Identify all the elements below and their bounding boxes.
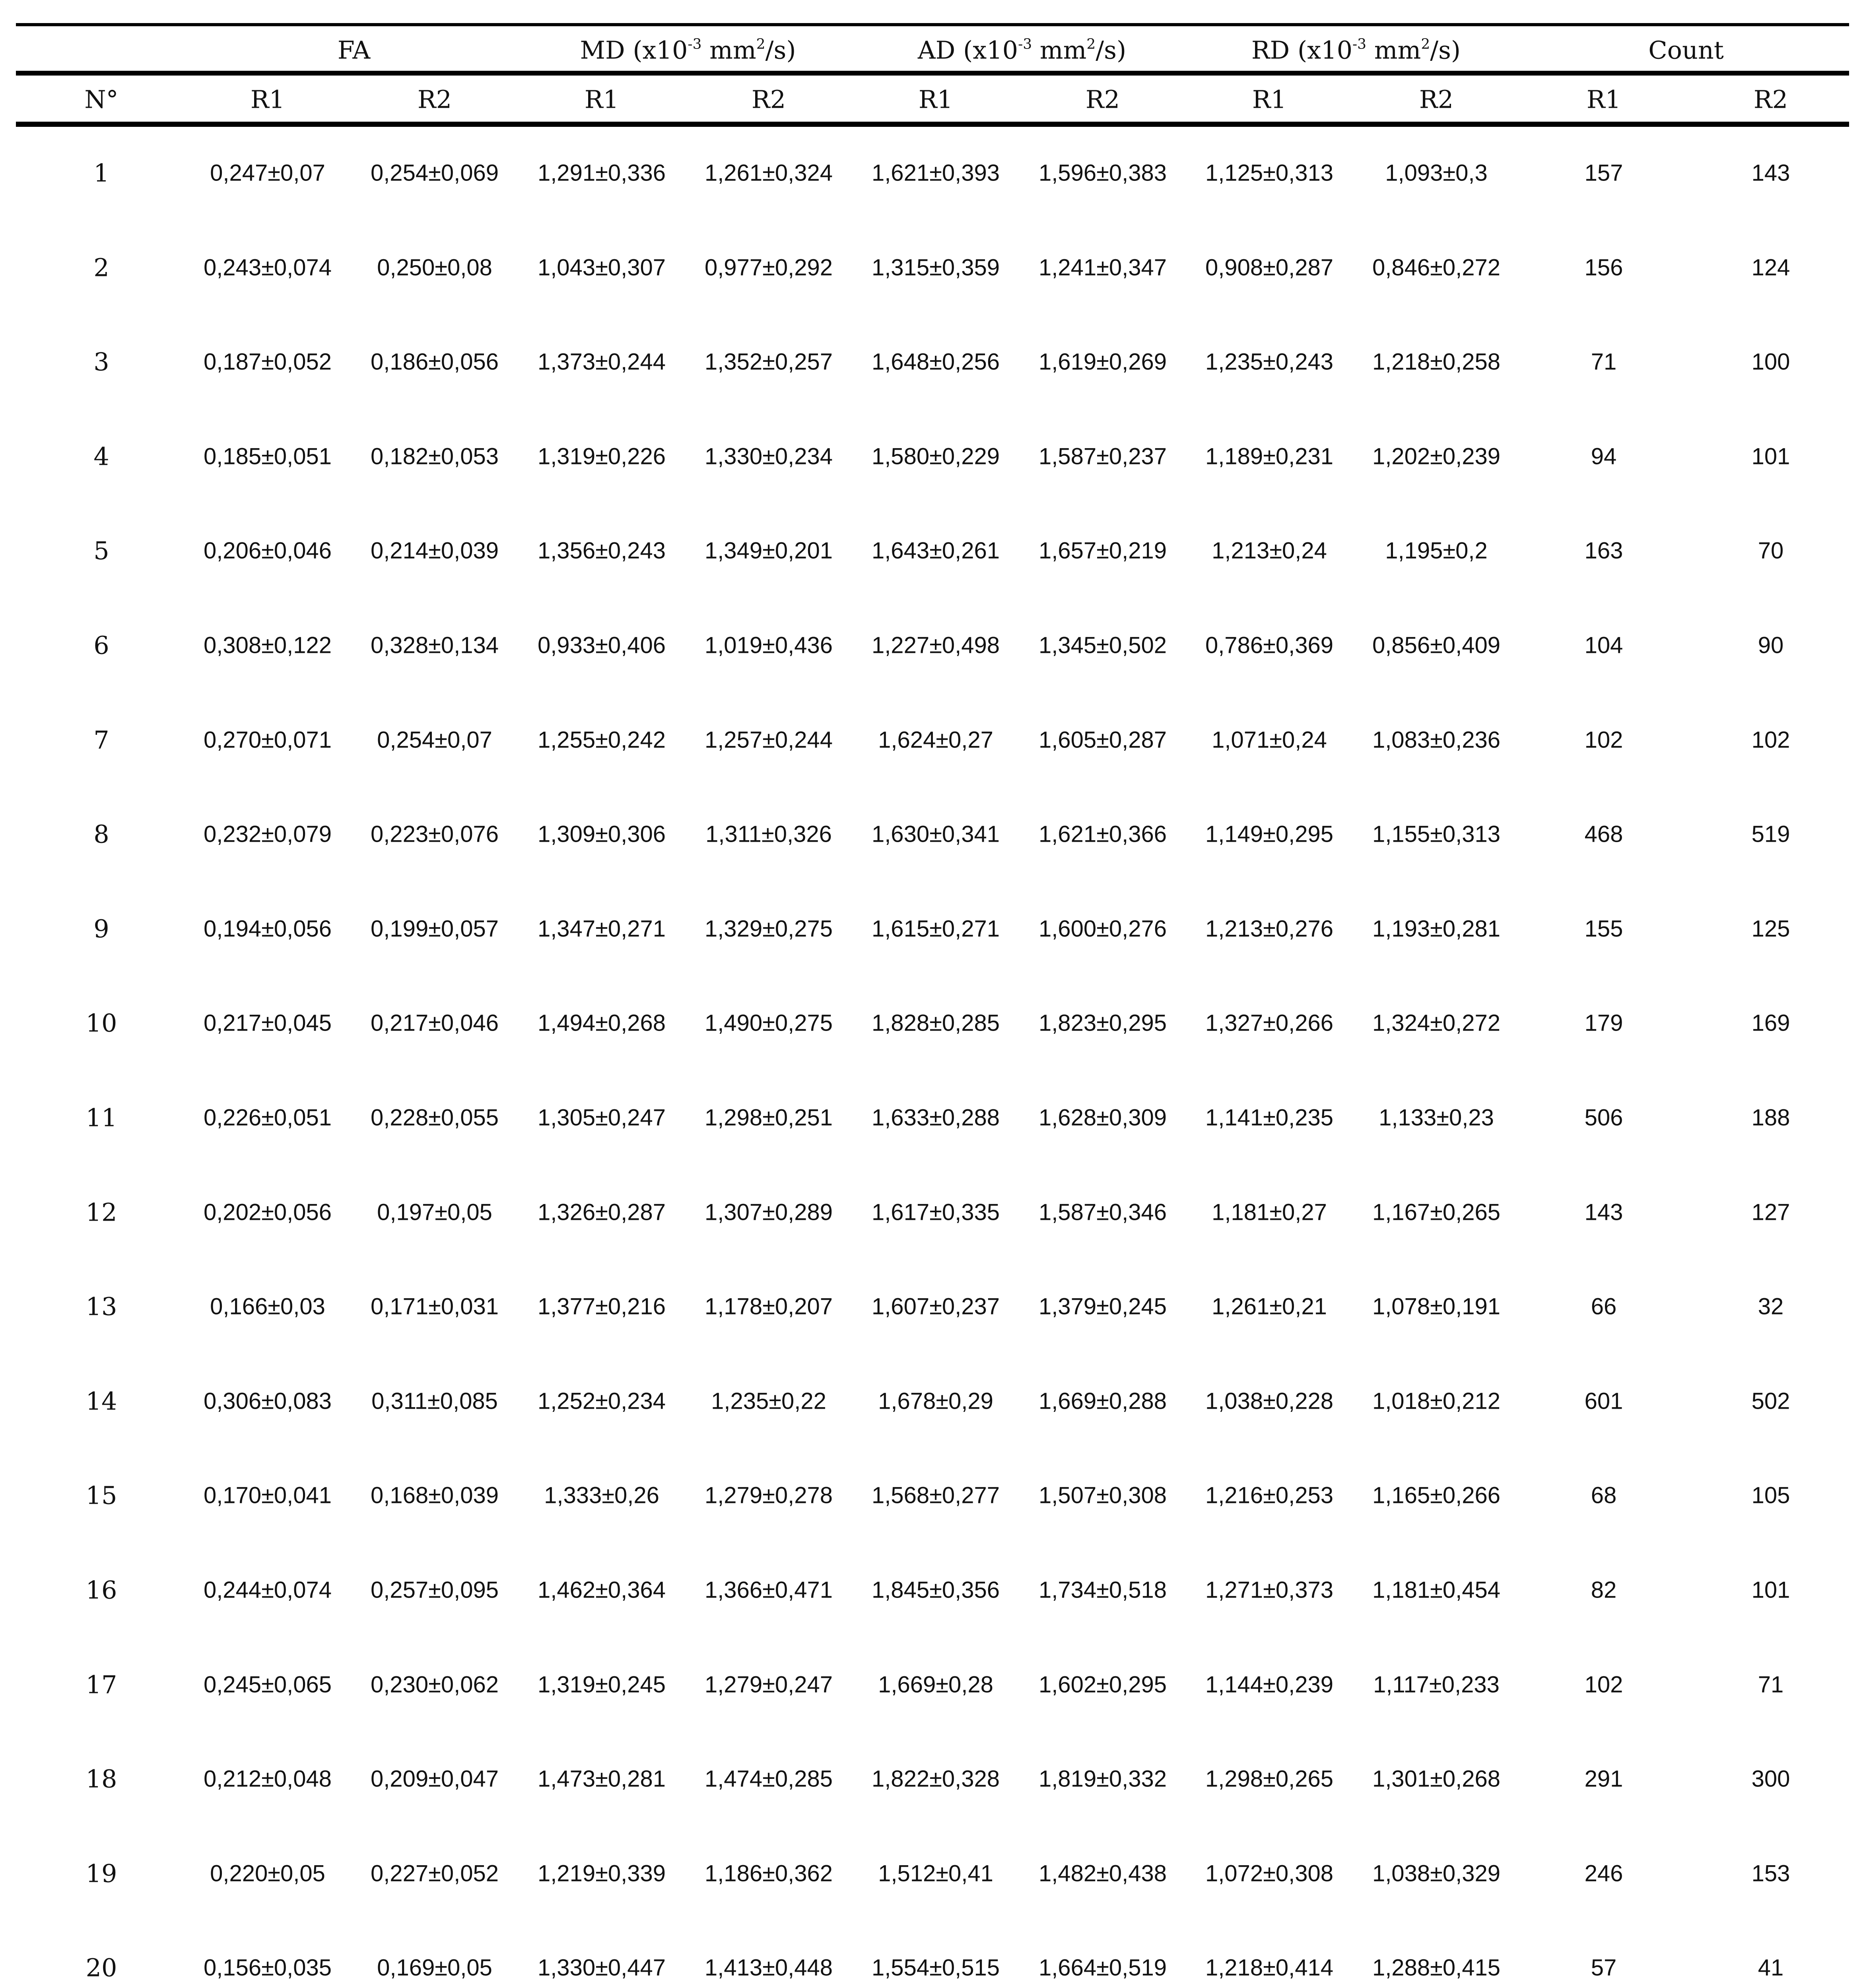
- table-cell: 1,678±0,29: [878, 1388, 993, 1414]
- table-cell: 82: [1591, 1577, 1617, 1603]
- table-cell: 1,329±0,275: [704, 916, 833, 942]
- table-cell: 1,219±0,339: [537, 1860, 666, 1887]
- table-cell: 153: [1751, 1860, 1790, 1887]
- table-cell: 101: [1751, 443, 1790, 470]
- table-cell: 1,482±0,438: [1038, 1860, 1167, 1887]
- row-number: 17: [85, 1670, 117, 1699]
- table-cell: 101: [1751, 1577, 1790, 1603]
- table-cell: 0,228±0,055: [370, 1105, 499, 1131]
- table-cell: 601: [1584, 1388, 1623, 1414]
- table-cell: 1,195±0,2: [1385, 538, 1488, 564]
- group-header: AD ($x10^{-3}$ $mm^2/s$): [917, 35, 1127, 65]
- table-cell: 188: [1751, 1105, 1790, 1131]
- table-cell: 1,352±0,257: [704, 349, 833, 375]
- table-cell: 1,734±0,518: [1038, 1577, 1167, 1603]
- table-cell: 1,181±0,454: [1372, 1577, 1501, 1603]
- table-cell: 519: [1751, 821, 1790, 847]
- table-cell: 1,845±0,356: [871, 1577, 1000, 1603]
- table-cell: 1,083±0,236: [1372, 727, 1501, 753]
- table-cell: 1,607±0,237: [871, 1293, 1000, 1320]
- table-cell: 1,596±0,383: [1038, 160, 1167, 186]
- sub-header: R2: [751, 85, 786, 114]
- table-cell: 0,977±0,292: [704, 254, 833, 281]
- table-cell: 1,213±0,24: [1212, 538, 1327, 564]
- table-cell: 1,241±0,347: [1038, 254, 1167, 281]
- table-cell: 1,227±0,498: [871, 632, 1000, 658]
- table-cell: 0,185±0,051: [203, 443, 332, 470]
- sub-header: R2: [1419, 85, 1454, 114]
- table-cell: 1,255±0,242: [537, 727, 666, 753]
- table-cell: 1,078±0,191: [1372, 1293, 1501, 1320]
- table-cell: 1,213±0,276: [1205, 916, 1334, 942]
- table-cell: 102: [1584, 1672, 1623, 1698]
- sub-header: R1: [584, 85, 619, 114]
- table-cell: 1,093±0,3: [1385, 160, 1488, 186]
- table-cell: 0,169±0,05: [377, 1955, 492, 1981]
- table-cell: 1,257±0,244: [704, 727, 833, 753]
- table-cell: 104: [1584, 632, 1623, 658]
- table-cell: 0,786±0,369: [1205, 632, 1334, 658]
- table-cell: 1,330±0,234: [704, 443, 833, 470]
- table-cell: 1,648±0,256: [871, 349, 1000, 375]
- table-cell: 0,194±0,056: [203, 916, 332, 942]
- table-cell: 506: [1584, 1105, 1623, 1131]
- table-cell: 300: [1751, 1766, 1790, 1792]
- table-cell: 0,250±0,08: [377, 254, 492, 281]
- table-cell: 1,193±0,281: [1372, 916, 1501, 942]
- table-cell: 1,038±0,228: [1205, 1388, 1334, 1414]
- table-cell: 1,279±0,278: [704, 1482, 833, 1508]
- table-cell: 1,628±0,309: [1038, 1105, 1167, 1131]
- table-cell: 157: [1584, 160, 1623, 186]
- table-cell: 0,257±0,095: [370, 1577, 499, 1603]
- table-cell: 0,202±0,056: [203, 1199, 332, 1225]
- row-number: 16: [85, 1575, 117, 1605]
- table-cell: 1,602±0,295: [1038, 1672, 1167, 1698]
- row-number: 7: [93, 725, 109, 755]
- table-cell: 179: [1584, 1010, 1623, 1036]
- table-cell: 1,133±0,23: [1379, 1105, 1494, 1131]
- row-number: 1: [93, 158, 109, 188]
- table-cell: 1,018±0,212: [1372, 1388, 1501, 1414]
- table-cell: 1,621±0,393: [871, 160, 1000, 186]
- table-cell: 1,288±0,415: [1372, 1955, 1501, 1981]
- table-cell: 1,326±0,287: [537, 1199, 666, 1225]
- table-cell: 1,587±0,346: [1038, 1199, 1167, 1225]
- table-cell: 0,156±0,035: [203, 1955, 332, 1981]
- table-cell: 1,038±0,329: [1372, 1860, 1501, 1887]
- table-cell: 0,220±0,05: [210, 1860, 325, 1887]
- table-cell: 1,149±0,295: [1205, 821, 1334, 847]
- table-cell: 0,243±0,074: [203, 254, 332, 281]
- table-cell: 169: [1751, 1010, 1790, 1036]
- table-cell: 1,657±0,219: [1038, 538, 1167, 564]
- table-cell: 0,168±0,039: [370, 1482, 499, 1508]
- table-cell: 0,187±0,052: [203, 349, 332, 375]
- table-cell: 1,512±0,41: [878, 1860, 993, 1887]
- table-cell: 1,324±0,272: [1372, 1010, 1501, 1036]
- table-cell: 1,319±0,226: [537, 443, 666, 470]
- table-cell: 0,170±0,041: [203, 1482, 332, 1508]
- table-cell: 1,643±0,261: [871, 538, 1000, 564]
- table-cell: 0,223±0,076: [370, 821, 499, 847]
- row-number: 15: [85, 1481, 117, 1510]
- table-cell: 0,217±0,046: [370, 1010, 499, 1036]
- table-cell: 502: [1751, 1388, 1790, 1414]
- table-cell: 0,206±0,046: [203, 538, 332, 564]
- group-header: FA: [337, 35, 371, 65]
- table-cell: 0,244±0,074: [203, 1577, 332, 1603]
- table-cell: 1,664±0,519: [1038, 1955, 1167, 1981]
- table-cell: 57: [1591, 1955, 1617, 1981]
- table-cell: 1,216±0,253: [1205, 1482, 1334, 1508]
- table-cell: 70: [1758, 538, 1784, 564]
- table-cell: 102: [1751, 727, 1790, 753]
- row-number: 14: [85, 1386, 117, 1416]
- table-cell: 71: [1591, 349, 1617, 375]
- sub-header: R2: [1085, 85, 1120, 114]
- row-number: 10: [85, 1008, 117, 1038]
- table-cell: 1,373±0,244: [537, 349, 666, 375]
- table-cell: 0,254±0,07: [377, 727, 492, 753]
- table-cell: 0,217±0,045: [203, 1010, 332, 1036]
- table-cell: 1,141±0,235: [1205, 1105, 1334, 1131]
- row-number: 2: [93, 253, 109, 282]
- table-cell: 1,252±0,234: [537, 1388, 666, 1414]
- table-cell: 1,125±0,313: [1205, 160, 1334, 186]
- table-cell: 1,307±0,289: [704, 1199, 833, 1225]
- table-cell: 1,333±0,26: [544, 1482, 659, 1508]
- table-cell: 1,621±0,366: [1038, 821, 1167, 847]
- table-cell: 0,270±0,071: [203, 727, 332, 753]
- table-cell: 100: [1751, 349, 1790, 375]
- table-cell: 1,327±0,266: [1205, 1010, 1334, 1036]
- group-header: MD ($x10^{-3}$ $mm^2/s$): [580, 35, 796, 65]
- table-cell: 32: [1758, 1293, 1784, 1320]
- table-cell: 41: [1758, 1955, 1784, 1981]
- table-cell: 0,230±0,062: [370, 1672, 499, 1698]
- table-cell: 0,311±0,085: [371, 1388, 498, 1414]
- table-cell: 1,165±0,266: [1372, 1482, 1501, 1508]
- table-cell: 0,232±0,079: [203, 821, 332, 847]
- table-cell: 163: [1584, 538, 1623, 564]
- table-cell: 1,633±0,288: [871, 1105, 1000, 1131]
- sub-header: R1: [1252, 85, 1287, 114]
- table-cell: 105: [1751, 1482, 1790, 1508]
- table-cell: 1,181±0,27: [1212, 1199, 1327, 1225]
- table-cell: 1,261±0,21: [1212, 1293, 1327, 1320]
- table-cell: 0,933±0,406: [537, 632, 666, 658]
- row-number-header: N°: [84, 85, 119, 114]
- table-cell: 0,199±0,057: [370, 916, 499, 942]
- table-cell: 0,166±0,03: [210, 1293, 325, 1320]
- table-cell: 1,617±0,335: [871, 1199, 1000, 1225]
- table-cell: 1,600±0,276: [1038, 916, 1167, 942]
- table-cell: 1,822±0,328: [871, 1766, 1000, 1792]
- table-cell: 291: [1584, 1766, 1623, 1792]
- table-cell: 0,306±0,083: [203, 1388, 332, 1414]
- table-cell: 1,218±0,258: [1372, 349, 1501, 375]
- table-cell: 1,271±0,373: [1205, 1577, 1334, 1603]
- table-cell: 1,669±0,28: [878, 1672, 993, 1698]
- table-cell: 0,247±0,07: [210, 160, 325, 186]
- table-cell: 1,630±0,341: [871, 821, 1000, 847]
- table-cell: 1,202±0,239: [1372, 443, 1501, 470]
- sub-header: R1: [1586, 85, 1621, 114]
- table-cell: 1,828±0,285: [871, 1010, 1000, 1036]
- table-cell: 1,319±0,245: [537, 1672, 666, 1698]
- table-cell: 1,072±0,308: [1205, 1860, 1334, 1887]
- table-cell: 1,298±0,265: [1205, 1766, 1334, 1792]
- table-cell: 1,347±0,271: [537, 916, 666, 942]
- table-cell: 0,226±0,051: [203, 1105, 332, 1131]
- table-cell: 1,379±0,245: [1038, 1293, 1167, 1320]
- row-number: 5: [93, 536, 109, 565]
- row-number: 19: [85, 1859, 117, 1888]
- sub-header: R1: [250, 85, 285, 114]
- table-cell: 0,227±0,052: [370, 1860, 499, 1887]
- header-bottom-rule: [16, 122, 1849, 127]
- row-number: 13: [85, 1292, 117, 1321]
- table-cell: 1,315±0,359: [871, 254, 1000, 281]
- group-header: RD ($x10^{-3}$ $mm^2/s$): [1251, 35, 1461, 65]
- table-cell: 1,474±0,285: [704, 1766, 833, 1792]
- table-cell: 1,071±0,24: [1212, 727, 1327, 753]
- header-mid-rule: [16, 71, 1849, 76]
- table-cell: 1,043±0,307: [537, 254, 666, 281]
- table-cell: 1,615±0,271: [871, 916, 1000, 942]
- row-number: 6: [93, 631, 109, 660]
- table-cell: 1,298±0,251: [704, 1105, 833, 1131]
- row-number: 9: [93, 914, 109, 944]
- table-cell: 0,856±0,409: [1372, 632, 1501, 658]
- table-cell: 1,356±0,243: [537, 538, 666, 564]
- table-cell: 1,580±0,229: [871, 443, 1000, 470]
- row-number: 4: [93, 442, 109, 471]
- table-cell: 1,568±0,277: [871, 1482, 1000, 1508]
- table-cell: 94: [1591, 443, 1617, 470]
- table-cell: 1,235±0,243: [1205, 349, 1334, 375]
- table-cell: 1,144±0,239: [1205, 1672, 1334, 1698]
- table-cell: 0,328±0,134: [370, 632, 499, 658]
- row-number: 12: [85, 1198, 117, 1227]
- table-cell: 1,235±0,22: [711, 1388, 826, 1414]
- table-cell: 1,178±0,207: [704, 1293, 833, 1320]
- table-cell: 1,823±0,295: [1038, 1010, 1167, 1036]
- table-cell: 71: [1758, 1672, 1784, 1698]
- table-cell: 1,167±0,265: [1372, 1199, 1501, 1225]
- table-cell: 1,473±0,281: [537, 1766, 666, 1792]
- table-cell: 1,305±0,247: [537, 1105, 666, 1131]
- table-cell: 0,254±0,069: [370, 160, 499, 186]
- table-cell: 155: [1584, 916, 1623, 942]
- table-cell: 0,209±0,047: [370, 1766, 499, 1792]
- table-cell: 143: [1751, 160, 1790, 186]
- row-number: 11: [85, 1103, 117, 1132]
- table-cell: 1,189±0,231: [1205, 443, 1334, 470]
- table-cell: 1,218±0,414: [1205, 1955, 1334, 1981]
- table-cell: 125: [1751, 916, 1790, 942]
- row-number: 8: [93, 819, 109, 849]
- table-cell: 68: [1591, 1482, 1617, 1508]
- table-cell: 0,308±0,122: [203, 632, 332, 658]
- table-cell: 1,186±0,362: [704, 1860, 833, 1887]
- table-cell: 1,462±0,364: [537, 1577, 666, 1603]
- table-cell: 1,554±0,515: [871, 1955, 1000, 1981]
- table-cell: 1,587±0,237: [1038, 443, 1167, 470]
- group-header: Count: [1648, 35, 1724, 65]
- row-number: 3: [93, 347, 109, 377]
- table-cell: 1,345±0,502: [1038, 632, 1167, 658]
- row-number: 18: [85, 1764, 117, 1794]
- table-cell: 1,155±0,313: [1372, 821, 1501, 847]
- table-cell: 1,019±0,436: [704, 632, 833, 658]
- table-cell: 0,197±0,05: [377, 1199, 492, 1225]
- table-cell: 1,291±0,336: [537, 160, 666, 186]
- table-cell: 1,490±0,275: [704, 1010, 833, 1036]
- table-cell: 66: [1591, 1293, 1617, 1320]
- table-cell: 1,301±0,268: [1372, 1766, 1501, 1792]
- table-cell: 1,311±0,326: [705, 821, 832, 847]
- table-cell: 0,182±0,053: [370, 443, 499, 470]
- table-cell: 1,507±0,308: [1038, 1482, 1167, 1508]
- table-cell: 1,413±0,448: [704, 1955, 833, 1981]
- table-cell: 124: [1751, 254, 1790, 281]
- table-cell: 156: [1584, 254, 1623, 281]
- table-cell: 1,619±0,269: [1038, 349, 1167, 375]
- table-cell: 1,669±0,288: [1038, 1388, 1167, 1414]
- table-cell: 0,908±0,287: [1205, 254, 1334, 281]
- table-cell: 468: [1584, 821, 1623, 847]
- table-cell: 0,846±0,272: [1372, 254, 1501, 281]
- table-cell: 1,261±0,324: [704, 160, 833, 186]
- table-cell: 1,279±0,247: [704, 1672, 833, 1698]
- table-cell: 90: [1758, 632, 1784, 658]
- table-cell: 1,366±0,471: [704, 1577, 833, 1603]
- row-number: 20: [85, 1953, 117, 1982]
- table-cell: 0,212±0,048: [203, 1766, 332, 1792]
- table-cell: 1,349±0,201: [704, 538, 833, 564]
- sub-header: R2: [417, 85, 452, 114]
- table-cell: 1,117±0,233: [1373, 1672, 1500, 1698]
- top-rule: [16, 23, 1849, 26]
- sub-header: R1: [918, 85, 953, 114]
- table-cell: 1,330±0,447: [537, 1955, 666, 1981]
- table-cell: 102: [1584, 727, 1623, 753]
- table-cell: 127: [1751, 1199, 1790, 1225]
- table-cell: 1,605±0,287: [1038, 727, 1167, 753]
- sub-header: R2: [1753, 85, 1788, 114]
- table-cell: 0,171±0,031: [370, 1293, 499, 1320]
- table-cell: 246: [1584, 1860, 1623, 1887]
- table-cell: 143: [1584, 1199, 1623, 1225]
- table-cell: 1,309±0,306: [537, 821, 666, 847]
- table-cell: 1,819±0,332: [1038, 1766, 1167, 1792]
- table-cell: 1,624±0,27: [878, 727, 993, 753]
- table-cell: 1,377±0,216: [537, 1293, 666, 1320]
- table-cell: 0,214±0,039: [370, 538, 499, 564]
- table-cell: 1,494±0,268: [537, 1010, 666, 1036]
- table-cell: 0,245±0,065: [203, 1672, 332, 1698]
- table-cell: 0,186±0,056: [370, 349, 499, 375]
